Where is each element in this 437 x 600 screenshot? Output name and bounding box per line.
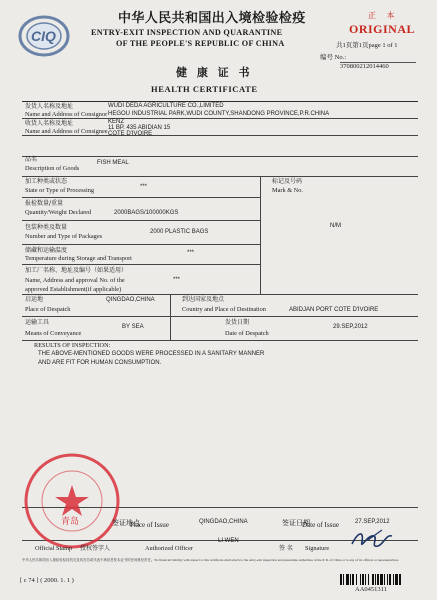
- consignee-value-2: 11 BP. 435 ABIDIAN 15: [108, 125, 171, 131]
- cert-number: 370800212014460: [340, 63, 389, 70]
- establishment-value: ***: [173, 277, 181, 283]
- consignor-value-2: HEGOU INDUSTRIAL PARK,WUDI COUNTY,SHANDONG PROVINCE,P.R.CHINA: [108, 111, 330, 117]
- quantity-value: 2000BAGS/100000KGS: [114, 210, 179, 216]
- packages-label-en: Number and Type of Packages: [25, 233, 103, 240]
- issue-place-value: QINGDAO,CHINA: [199, 519, 248, 525]
- marks-value: N/M: [330, 223, 341, 229]
- officer-label-en: Authorized Officer: [145, 545, 193, 552]
- results-label: RESULTS OF INSPECTION:: [34, 342, 111, 349]
- quantity-label-en: Quantity/Weight Declared: [25, 209, 92, 216]
- official-stamp-label: Official Stamp: [35, 545, 73, 552]
- temperature-value: ***: [187, 250, 195, 256]
- page-indicator: 共1页第1页page 1 of 1: [336, 42, 398, 49]
- ciq-emblem-text: CIQ: [31, 28, 56, 44]
- establishment-label-zh: 加工厂名称、地址及编号（如果适用）: [25, 267, 128, 274]
- handwritten-signature: [348, 526, 396, 552]
- issue-place-label-zh: 签证地点: [112, 519, 140, 527]
- goods-value: FISH MEAL: [97, 160, 129, 166]
- issue-date-label-zh: 签证日期: [282, 519, 310, 527]
- signature-label-zh: 签 名: [279, 545, 293, 552]
- destination-value: ABIDJAN PORT COTE D'IVOIRE: [289, 307, 379, 313]
- conveyance-value: BY SEA: [122, 324, 144, 330]
- establishment-label-en-1: Name, Address and approval No. of the: [25, 277, 125, 284]
- issue-date-label-en: Date of Issue: [302, 521, 339, 529]
- consignee-value-3: COTE D'IVOIRE: [108, 131, 153, 137]
- goods-label-en: Description of Goods: [25, 165, 80, 172]
- consignor-value-1: WUDI DEDA AGRICULTURE CO.,LIMITED: [108, 103, 224, 109]
- despatch-place-label-zh: 启运地: [25, 296, 44, 303]
- packages-label-zh: 包装种类及数量: [25, 224, 68, 231]
- barcode-bar: [401, 574, 402, 585]
- issue-date-value: 27.SEP,2012: [355, 519, 390, 525]
- despatch-place-label-en: Place of Despatch: [25, 306, 71, 313]
- destination-label-en: Country and Place of Destination: [182, 306, 266, 313]
- packages-value: 2000 PLASTIC BAGS: [150, 229, 209, 235]
- results-line-2: AND ARE FIT FOR HUMAN CONSUMPTION.: [38, 360, 162, 366]
- consignee-label-en: Name and Address of Consignee: [25, 128, 108, 135]
- marks-label-zh: 标记及号码: [272, 178, 303, 185]
- consignee-value-1: KENZ: [108, 119, 125, 125]
- establishment-label-en-2: approved Establishment(if applicable): [25, 286, 122, 293]
- goods-label-zh: 品名: [25, 156, 38, 163]
- original-stamp-en: ORIGINAL: [349, 22, 416, 36]
- barcode-number: AA0451311: [355, 586, 387, 593]
- consignor-label-en: Name and Address of Consignor: [25, 111, 108, 118]
- official-stamp: [23, 452, 121, 550]
- marks-label-en: Mark & No.: [272, 187, 303, 194]
- temperature-label-zh: 储藏和运输温度: [25, 247, 68, 254]
- quantity-label-zh: 报检数量/重量: [25, 200, 64, 207]
- temperature-label-en: Temperature during Storage and Transport: [25, 255, 132, 262]
- despatch-date-label-zh: 发货日期: [225, 319, 250, 326]
- health-certificate-title-zh: 健 康 证 书: [176, 66, 253, 79]
- consignor-label-zh: 发货人名称及地址: [25, 103, 74, 110]
- despatch-date-value: 29.SEP,2012: [333, 324, 368, 330]
- form-code: [ c 74 ] ( 2000. 1. 1 ): [20, 577, 74, 584]
- officer-label-zh: 授权签字人: [80, 545, 111, 552]
- issue-place-label-en: Place of Issue: [130, 521, 169, 529]
- conveyance-label-en: Means of Conveyance: [25, 330, 82, 337]
- conveyance-label-zh: 运输工具: [25, 319, 50, 326]
- despatch-place-value: QINGDAO,CHINA: [106, 297, 155, 303]
- consignee-label-zh: 收货人名称及地址: [25, 120, 74, 127]
- processing-state-label-en: State or Type of Processing: [25, 187, 95, 194]
- disclaimer-text: 中华人民共和国出入境检验检疫机关及其官员或代表不承担签发本证书的任何财经责任。No financial liability with respect to this certificate shall attach to the entry-exit inspection and quarantine authorities of the P. R. of China or to any of its officers or representatives.: [22, 558, 399, 562]
- title-chinese: 中华人民共和国出入境检验检疫: [118, 11, 306, 26]
- original-stamp-zh: 正 本: [368, 11, 399, 20]
- processing-state-value: ***: [140, 184, 148, 190]
- signature-label-en: Signature: [305, 545, 330, 552]
- barcode: [340, 574, 420, 585]
- officer-value: LI WEN: [218, 538, 239, 544]
- cert-number-label: 编号 No.:: [320, 54, 346, 61]
- official-stamp-city: 青岛: [61, 517, 80, 527]
- health-certificate-title-en: HEALTH CERTIFICATE: [151, 84, 258, 94]
- processing-state-label-zh: 加工种类或状态: [25, 178, 68, 185]
- title-english-line1: ENTRY-EXIT INSPECTION AND QUARANTINE: [91, 28, 283, 37]
- ciq-emblem: [18, 14, 70, 58]
- results-line-1: THE ABOVE-MENTIONED GOODS WERE PROCESSED IN A SANITARY MANNER: [38, 351, 265, 357]
- despatch-date-label-en: Date of Despatch: [225, 330, 269, 337]
- title-english-line2: OF THE PEOPLE'S REPUBLIC OF CHINA: [116, 39, 285, 48]
- destination-label-zh: 到达国家及地点: [182, 296, 225, 303]
